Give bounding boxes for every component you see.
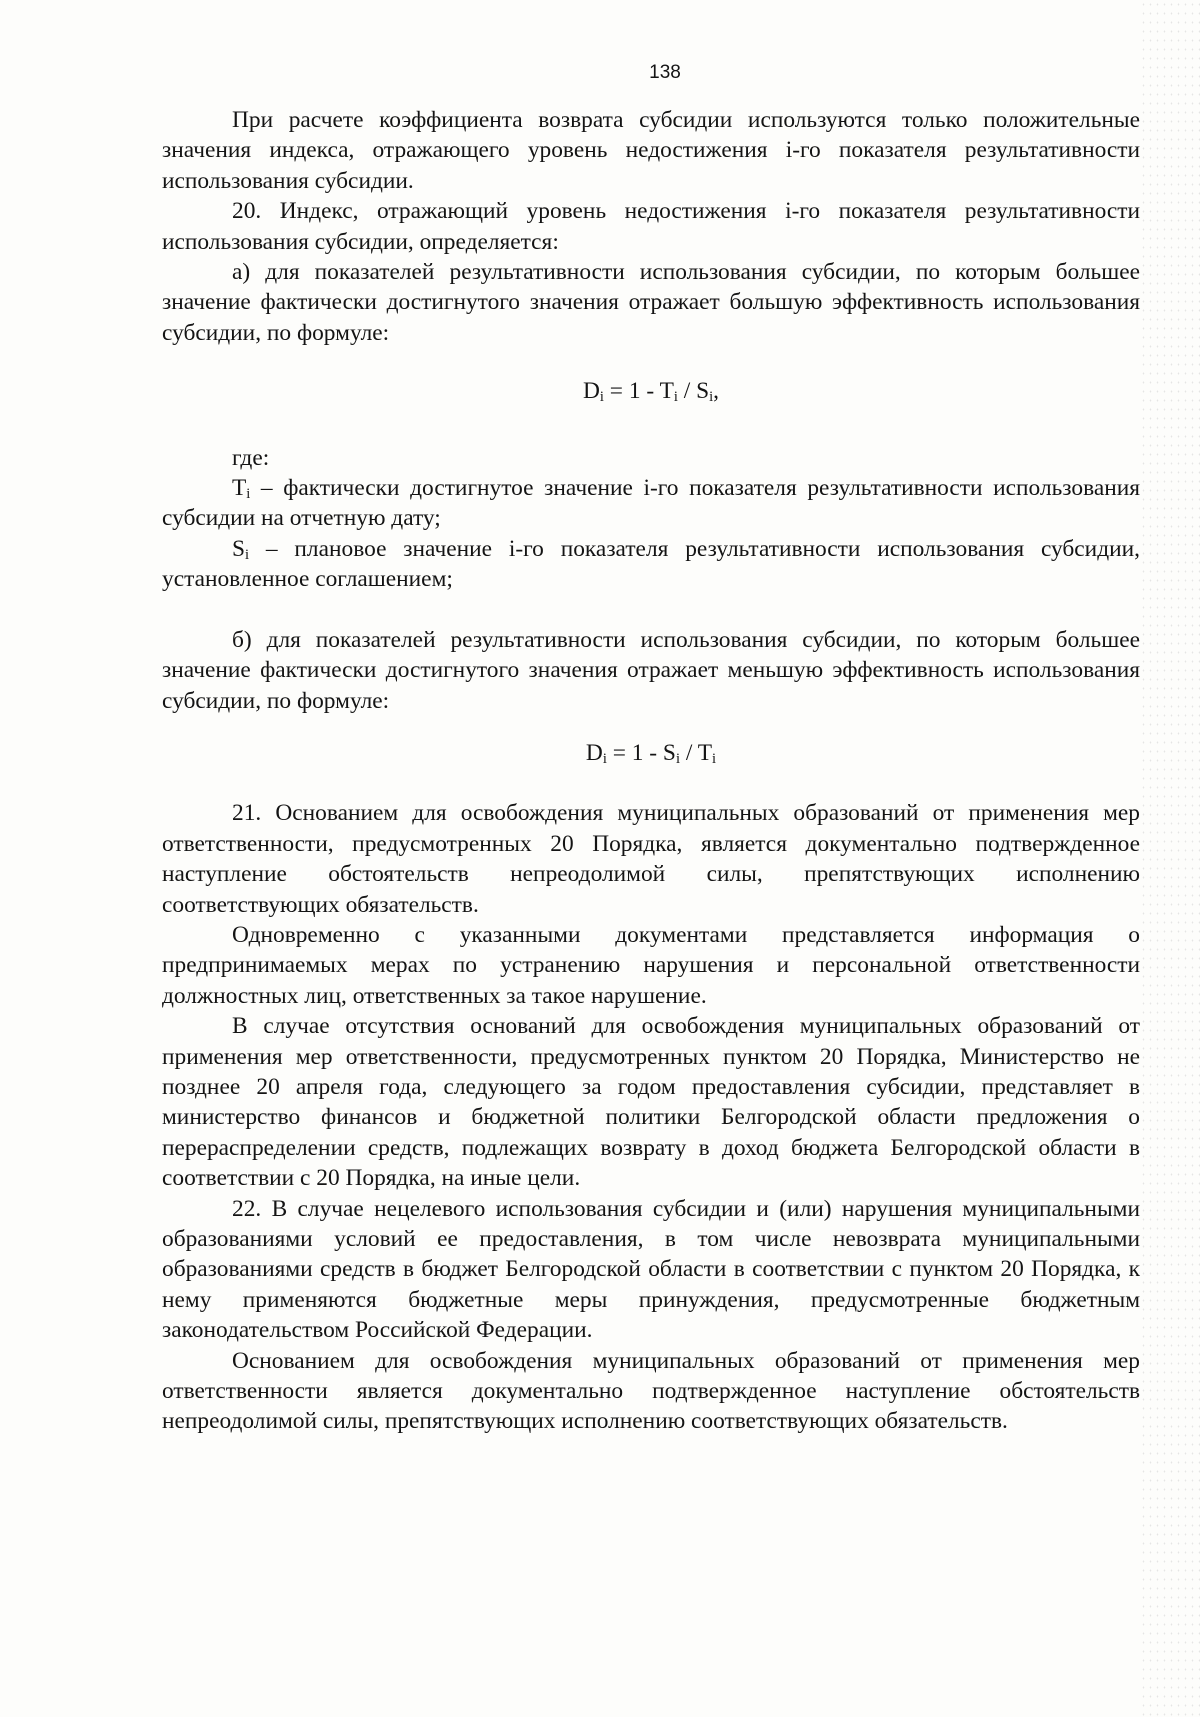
paragraph: Основанием для освобождения муниципальных образований от применения мер ответственности является документально подтвержденное наступление обстоятельств непреодолимой силы, препятствующих исполнению соответствующих обязательств.: [162, 1347, 1140, 1435]
definition-s: $S_i$ – плановое значение i-го показателя результативности использования субсидии, установленное соглашением;: [162, 535, 1140, 593]
page-number: 138: [649, 62, 681, 83]
paragraph: В случае отсутствия оснований для освобождения муниципальных образований от применения мер ответственности, предусмотренных пунктом 20 Порядка, Министерство не позднее 20 апреля года, следующего за годом предоставления субсидии, представляет в министерство финансов и бюджетной политики Белгородской области предложения о перераспределении средств, подлежащих возврату в доход бюджета Белгородской области в соответствии с 20 Порядка, на иные цели.: [162, 1013, 1140, 1192]
where-label: где:: [232, 444, 270, 471]
paragraph: 20. Индекс, отражающий уровень недостижения i-го показателя результативности использования субсидии, определяется:: [162, 198, 1140, 255]
formula-2: $D_i = 1 - S_i / T_i$: [585, 739, 717, 767]
document-body: [162, 105, 1140, 1437]
definition-t: $T_i$ – фактически достигнутое значение i-го показателя результативности использования субсидии на отчетную дату;: [162, 475, 1140, 532]
paragraph: 22. В случае нецелевого использования субсидии и (или) нарушения муниципальными образованиями условий ее предоставления, в том числе невозврата муниципальными образованиями средств в бюджет Белгородской области в соответствии с пунктом 20 Порядка, к нему применяются бюджетные меры принуждения, предусмотренные бюджетным законодательством Российской Федерации.: [162, 1195, 1140, 1344]
formula-1: $D_i = 1 - T_i / S_i$,: [583, 378, 719, 406]
paragraph: б) для показателей результативности использования субсидии, по которым большее значение фактически достигнутого значения отражает меньшую эффективность использования субсидии, по формуле:: [162, 626, 1140, 714]
paragraph: 21. Основанием для освобождения муниципальных образований от применения мер ответственности, предусмотренных 20 Порядка, является документально подтвержденное наступление обстоятельств непреодолимой силы, препятствующих исполнению соответствующих обязательств.: [162, 800, 1140, 918]
paragraph: Одновременно с указанными документами представляется информация о предпринимаемых мерах по устранению нарушения и персональной ответственности должностных лиц, ответственных за такое нарушение.: [162, 921, 1140, 1009]
scan-noise: [1140, 0, 1200, 1717]
paragraph: При расчете коэффициента возврата субсидии используются только положительные значения индекса, отражающего уровень недостижения i-го показателя результативности использования субсидии.: [162, 107, 1140, 194]
paragraph: а) для показателей результативности использования субсидии, по которым большее значение фактически достигнутого значения отражает большую эффективность использования субсидии, по формуле:: [162, 259, 1140, 346]
